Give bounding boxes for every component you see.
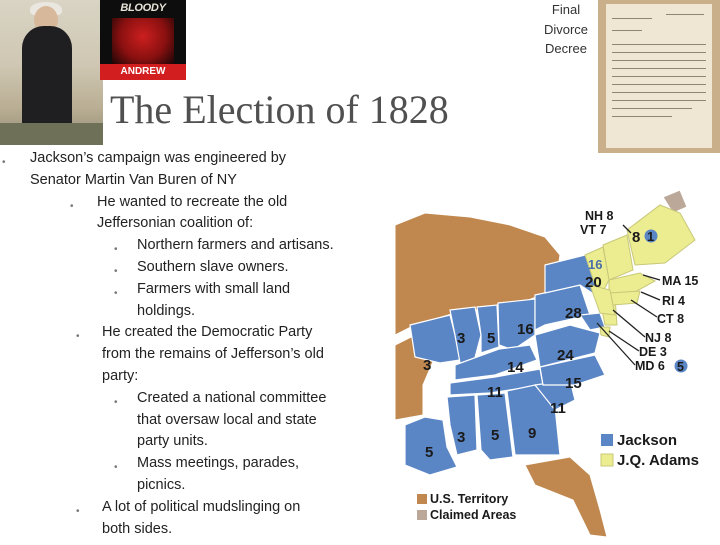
bullet-dot: • (76, 331, 80, 343)
state-label: 5 (491, 427, 500, 444)
ne-label: CT 8 (657, 312, 685, 326)
bullet-text-line: A lot of political mudslinging on (102, 498, 301, 515)
bullet-dot: • (70, 200, 74, 212)
bullet-dot: • (76, 505, 80, 517)
ne-label: NH 8 (585, 209, 614, 223)
state-label: 8 (632, 229, 641, 246)
state-label: 5 (487, 330, 496, 347)
bullet-text-line: picnics. (137, 477, 186, 493)
bullet-dot: • (114, 244, 118, 256)
bullet-text-line: from the remains of Jefferson’s old (102, 346, 324, 363)
state-label: 16 (517, 321, 534, 338)
bullet-text-line: party units. (137, 433, 208, 450)
state-label: 28 (565, 305, 582, 322)
state-label: 11 (487, 384, 503, 401)
bullet-dot: • (114, 396, 118, 408)
florida-territory (525, 457, 607, 537)
decree-label-line-2: Divorce (543, 21, 589, 37)
decree-paper (606, 4, 712, 148)
state-label: 3 (457, 330, 466, 347)
state-label: 3 (457, 429, 466, 446)
legend-label-jackson: Jackson (617, 432, 678, 449)
bullet-text-line: He created the Democratic Party (102, 324, 313, 341)
ne-label: MD 6 (635, 359, 665, 373)
legend-swatch-jackson (601, 434, 613, 446)
decree-label-line-3: Decree (545, 41, 587, 56)
state-label: 20 (585, 274, 602, 291)
bullet-dot: • (2, 157, 6, 168)
bullet-text-line: Jackson’s campaign was engineered by (30, 150, 287, 166)
legend-swatch-adams (601, 454, 613, 466)
leader-line (641, 292, 660, 300)
bullet-text-line: both sides. (102, 520, 173, 537)
jackson-portrait (0, 0, 103, 145)
bullet-text-line: Southern slave owners. (137, 259, 289, 275)
bullet-text-line: that oversaw local and state (137, 411, 317, 428)
bullet-text-line: Jeffersonian coalition of: (97, 215, 254, 232)
maine-split-label: 1 (647, 229, 655, 244)
maryland-split-label: 5 (677, 360, 684, 374)
ne-label: MA 15 (662, 274, 699, 288)
bullet-text-line: party: (102, 368, 139, 384)
legend-label-adams: J.Q. Adams (617, 452, 699, 469)
ne-label: NJ 8 (645, 331, 672, 345)
legend-label-territory: U.S. Territory (430, 492, 509, 506)
slide-title: The Election of 1828 (110, 87, 449, 132)
ne-label: VT 7 (580, 223, 607, 237)
legend-swatch-territory (417, 494, 427, 504)
portrait-ground (0, 123, 103, 145)
poster-top-text: BLOODY (120, 2, 166, 14)
decree-label-line-1: Final (551, 2, 581, 17)
bullet-dot: • (114, 266, 118, 277)
ne-label: DE 3 (639, 345, 667, 359)
state-label: 14 (507, 359, 524, 376)
ne-label: RI 4 (662, 294, 685, 308)
divorce-decree-image (598, 0, 720, 153)
state-label: 3 (423, 357, 432, 374)
bullet-text-line: Northern farmers and artisans. (137, 237, 334, 254)
legend-swatch-claimed (417, 510, 427, 520)
bullet-dot: • (114, 462, 118, 474)
bullet-text-line: He wanted to recreate the old (97, 193, 288, 210)
state-label: 11 (550, 400, 566, 417)
bullet-text-line: Senator Martin Van Buren of NY (30, 171, 237, 188)
state-mississippi (447, 395, 477, 455)
decree-label (530, 0, 602, 59)
state-label: 9 (528, 425, 537, 442)
poster-bottom-text: ANDREW (100, 64, 186, 80)
bullet-dot: • (114, 287, 118, 299)
bullet-text-line: holdings. (137, 302, 196, 319)
electoral-map (395, 185, 720, 540)
poster-art (112, 18, 174, 64)
musical-poster (100, 0, 186, 80)
state-label: 5 (425, 444, 434, 461)
bullet-text-line: Mass meetings, parades, (137, 455, 299, 472)
state-label: 24 (557, 347, 574, 364)
bullet-text-line: Created a national committee (137, 389, 327, 406)
legend-label-claimed: Claimed Areas (430, 508, 517, 522)
state-label: 15 (565, 375, 582, 392)
leader-line (631, 300, 657, 317)
bullet-text-line: Farmers with small land (137, 280, 291, 297)
leader-line (613, 310, 645, 337)
state-label: 16 (588, 257, 603, 272)
